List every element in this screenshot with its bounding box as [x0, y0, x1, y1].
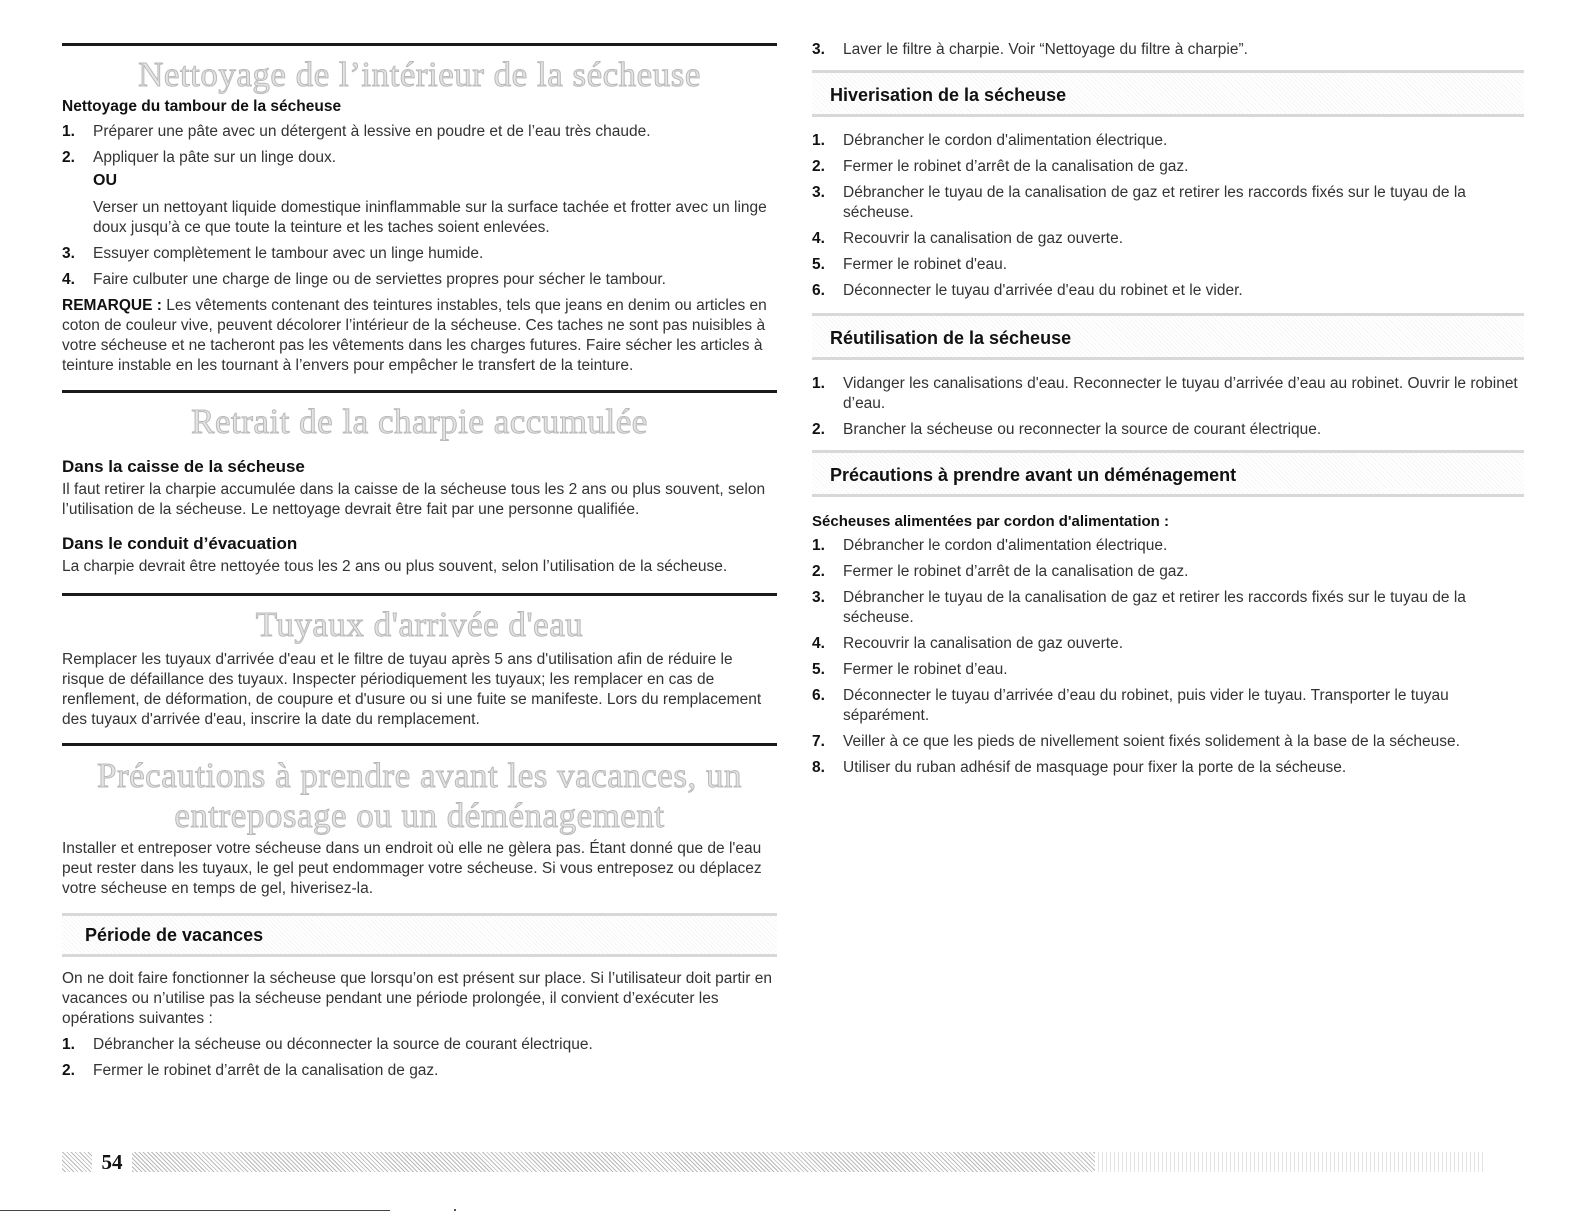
page-number: 54 [92, 1150, 132, 1175]
cabinet-text: Il faut retirer la charpie accumulée dans la caisse de la sécheuse tous les 2 ans ou plus souvent, selon l’utilisation de la sécheuse. Le nettoyage devrait être fait par une personne qualifiée. [62, 481, 766, 518]
section-rule [62, 390, 777, 393]
reuse-title: Réutilisation de la sécheuse [830, 328, 1072, 348]
list-item: 8. Utiliser du ruban adhésif de masquage pour fixer la porte de la sécheuse. [812, 759, 1347, 776]
or-text: Verser un nettoyant liquide domestique ininflammable sur la surface tachée et frotter avec un linge doux jusqu’à ce que toute la teinture et les taches soient enlevées. [93, 199, 767, 236]
moving-steps [812, 536, 1524, 778]
list-item: 1. Débrancher le cordon d'alimentation électrique. [812, 537, 1168, 554]
list-item: 1. Préparer une pâte avec un détergent à lessive en poudre et de l’eau très chaude. [62, 123, 651, 140]
list-item: 4. Recouvrir la canalisation de gaz ouverte. [812, 230, 1124, 247]
hoses-text: Remplacer les tuyaux d'arrivée d'eau et le filtre de tuyau après 5 ans d'utilisation afin de réduire le risque de défaillance des tuyaux. Inspecter périodiquement les tuyaux; les remplacer en cas de renflement, de déformation, de coupure et d'usure ou si une fuite se manifeste. Lors du remplacement des tuyaux d'arrivée d'eau, inscrire la date du remplacement. [62, 651, 762, 728]
list-item: 3. Débrancher le tuyau de la canalisation de gaz et retirer les raccords fixés sur le tuyau de la sécheuse. [812, 184, 1466, 221]
list-item: 1. Débrancher la sécheuse ou déconnecter la source de courant électrique. [62, 1036, 593, 1053]
note: REMARQUE : Les vêtements contenant des teintures instables, tels que jeans en denim ou articles en coton de couleur vive, peuvent décolorer l’intérieur de la sécheuse. Ces taches ne sont pas nuisibles à votre sécheuse et ne tacheront pas les vêtements dans les charges futures. Faire sécher les articles à teinture instable en les tournant à l’envers pour empêcher le transfert de la teinture. [62, 297, 767, 374]
section-title-lint: Retrait de la charpie accumulée [191, 402, 648, 441]
winter-title: Hiverisation de la sécheuse [830, 85, 1067, 105]
list-item: 1. Vidanger les canalisations d'eau. Reconnecter le tuyau d’arrivée d’eau au robinet. Ouvrir le robinet d’eau. [812, 375, 1518, 412]
period-steps [62, 1035, 777, 1081]
list-item: 2. Appliquer la pâte sur un linge doux. [62, 149, 336, 166]
list-item: 6. Déconnecter le tuyau d'arrivée d'eau du robinet et le vider. [812, 282, 1243, 299]
section-rule [62, 593, 777, 596]
list-item: 3. Débrancher le tuyau de la canalisation de gaz et retirer les raccords fixés sur le tuyau de la sécheuse. [812, 589, 1466, 626]
moving-sub-heading: Sécheuses alimentées par cordon d'alimentation : [812, 513, 1170, 530]
bottom-rule [0, 1210, 390, 1211]
period-title: Période de vacances [85, 925, 264, 945]
period-text: On ne doit faire fonctionner la sécheuse que lorsqu’on est présent sur place. Si l’utilisateur doit partir en vacances ou n’utilise pas la sécheuse pendant une période prolongée, il convient d’exécuter les opérations suivantes : [62, 970, 772, 1027]
list-item: 7. Veiller à ce que les pieds de nivellement soient fixés solidement à la base de la sécheuse. [812, 733, 1460, 750]
moving-title: Précautions à prendre avant un déménagement [830, 465, 1237, 485]
reuse-band [812, 313, 1524, 360]
period-band [62, 913, 777, 957]
list-item: 2. Brancher la sécheuse ou reconnecter la source de courant électrique. [812, 421, 1322, 438]
section-title-hoses: Tuyaux d'arrivée d'eau [255, 605, 584, 644]
footer-bar [62, 1152, 1485, 1172]
winter-band [812, 70, 1524, 117]
section-title-interior: Nettoyage de l’intérieur de la sécheuse [138, 55, 701, 94]
vacation-intro: Installer et entreposer votre sécheuse dans un endroit où elle ne gèlera pas. Étant donné que de l'eau peut rester dans les tuyaux, le gel peut endommager votre sécheuse. Si vous entreposez ou déplacez votre sécheuse en temps de gel, hiverisez-la. [62, 840, 762, 897]
reuse-steps [812, 374, 1524, 440]
list-item: 5. Fermer le robinet d'eau. [812, 256, 1008, 273]
list-item: 6. Déconnecter le tuyau d’arrivée d’eau du robinet, puis vider le tuyau. Transporter le tuyau séparément. [812, 687, 1449, 724]
left-column [62, 0, 777, 1081]
list-item: 2. Fermer le robinet d’arrêt de la canalisation de gaz. [812, 158, 1189, 175]
list-item: 3. Laver le filtre à charpie. Voir “Nettoyage du filtre à charpie”. [812, 41, 1248, 58]
list-item: 2. Fermer le robinet d’arrêt de la canalisation de gaz. [812, 563, 1189, 580]
list-item: 5. Fermer le robinet d’eau. [812, 661, 1008, 678]
list-item: 2. Fermer le robinet d’arrêt de la canalisation de gaz. [62, 1062, 439, 1079]
section-rule [62, 743, 777, 746]
cabinet-heading: Dans la caisse de la sécheuse [62, 457, 305, 476]
list-item: 1. Débrancher le cordon d'alimentation électrique. [812, 132, 1168, 149]
winter-steps [812, 131, 1524, 301]
moving-band [812, 450, 1524, 497]
right-column [812, 0, 1524, 778]
section-title-vacation: Précautions à prendre avant les vacances, un entreposage ou un déménagement [97, 756, 742, 835]
list-item: 4. Recouvrir la canalisation de gaz ouverte. [812, 635, 1124, 652]
section-rule [62, 43, 777, 46]
interior-steps [62, 122, 777, 290]
bottom-tick [454, 1209, 456, 1211]
or-label: OU [93, 172, 117, 189]
exhaust-text: La charpie devrait être nettoyée tous les 2 ans ou plus souvent, selon l’utilisation de la sécheuse. [62, 558, 728, 575]
list-item: 4. Faire culbuter une charge de linge ou de serviettes propres pour sécher le tambour. [62, 271, 666, 288]
drum-heading: Nettoyage du tambour de la sécheuse [62, 98, 342, 115]
exhaust-heading: Dans le conduit d’évacuation [62, 534, 298, 553]
list-item: 3. Essuyer complètement le tambour avec un linge humide. [62, 245, 484, 262]
